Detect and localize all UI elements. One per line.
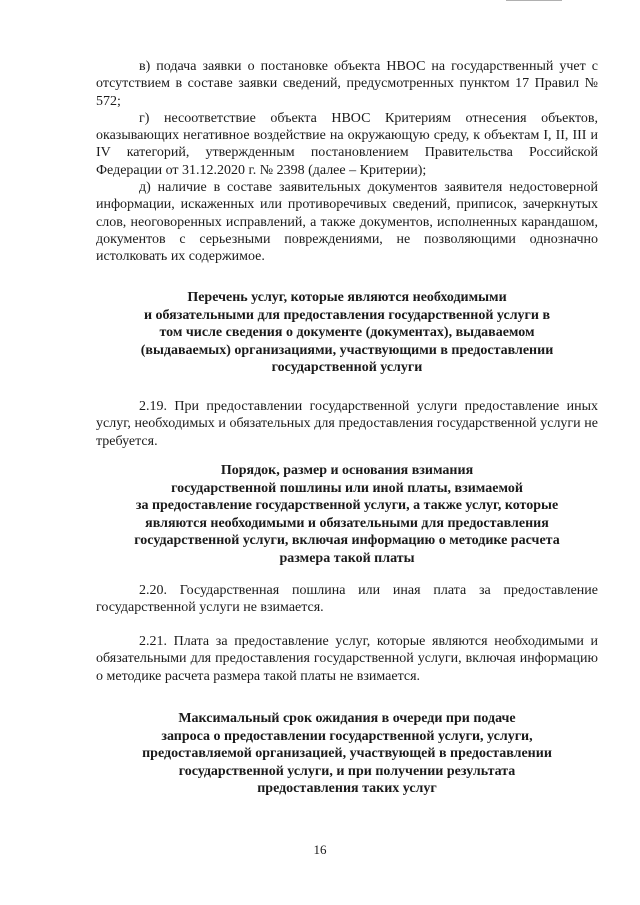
paragraph-item-g: г) несоответствие объекта НВОС Критериям отнесения объектов, оказывающих негативное воздействие на окружающую среду, к объектам I, II, III и IV категорий, утвержденным постановлением Правительства Российской Федерации от 31.12.2020 г. № 2398 (далее – Критерии); (96, 110, 598, 178)
section-2-21 (96, 633, 598, 685)
section-2-20 (96, 582, 598, 617)
heading-state-fee: Порядок, размер и основания взимания государственной пошлины или иной платы, взимаемой за предоставление государственной услуги, а также услуг, которые являются необходимыми и обязательными для предоставления государственной услуги, включая информацию о методике расчета размера такой платы (134, 463, 560, 566)
paragraph-item-d: д) наличие в составе заявительных документов заявителя недостоверной информации, искаженных или противоречивых сведений, приписок, зачеркнутых слов, неоговоренных исправлений, а также документов, исполненных карандашом, документов с серьезными повреждениями, не позволяющими однозначно истолковать их содержимое. (96, 180, 598, 265)
scan-artifact (506, 0, 562, 4)
paragraph-2-21: 2.21. Плата за предоставление услуг, которые являются необходимыми и обязательными для предоставления государственной услуги, включая информацию о методике расчета размера такой платы не взимается. (96, 634, 598, 684)
paragraph-item-v: в) подача заявки о постановке объекта НВОС на государственный учет с отсутствием в составе заявки сведений, предусмотренных пунктом 17 Правил № 572; (96, 59, 598, 109)
paragraph-2-19: 2.19. При предоставлении государственной услуги предоставление иных услуг, необходимых и обязательных для предоставления государственной услуги не требуется. (96, 399, 598, 449)
heading-queue-time: Максимальный срок ожидания в очереди при подаче запроса о предоставлении государственной услуги, услуги, предоставляемой организацией, участвующей в предоставлении государственной услуги, и при получении результата предоставления таких услуг (142, 711, 552, 796)
page-number: 16 (313, 842, 327, 857)
heading-required-services: Перечень услуг, которые являются необходимыми и обязательными для предоставления государственной услуги в том числе сведения о документе (документах), выдаваемом (выдаваемых) организациями, участвующими в предоставлении государственной услуги (140, 290, 554, 375)
reasons-list (96, 58, 598, 266)
paragraph-2-20: 2.20. Государственная пошлина или иная плата за предоставление государственной услуги не взимается. (96, 583, 598, 616)
section-2-19 (96, 398, 598, 450)
